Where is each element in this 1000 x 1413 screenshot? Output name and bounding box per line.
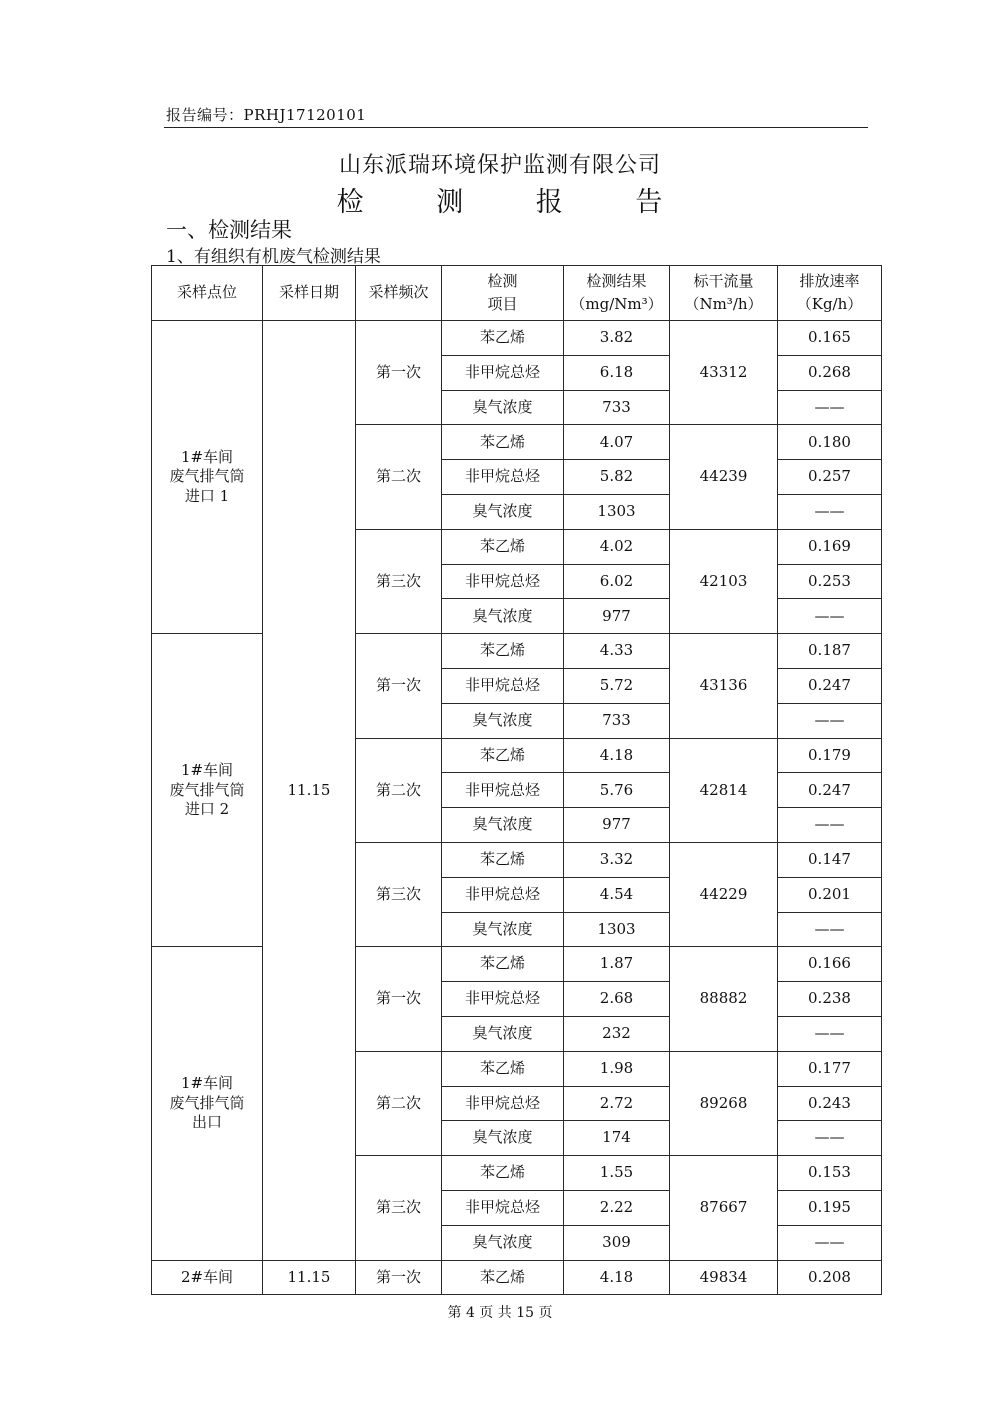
- result-cell: 4.54: [564, 877, 670, 912]
- document-title: 检 测 报 告: [336, 187, 664, 218]
- table-row: [152, 947, 882, 982]
- item-cell: 臭气浓度: [442, 494, 564, 529]
- flow-cell: 42103: [670, 529, 778, 633]
- rate-cell: 0.169: [778, 529, 882, 564]
- item-cell: 非甲烷总烃: [442, 773, 564, 808]
- frequency-cell: 第一次: [356, 634, 442, 738]
- item-cell: 苯乙烯: [442, 738, 564, 773]
- table-row: [152, 321, 882, 356]
- item-cell: 臭气浓度: [442, 1121, 564, 1156]
- flow-cell: 49834: [670, 1260, 778, 1295]
- site-cell: 2#车间: [152, 1260, 263, 1295]
- frequency-cell: 第一次: [356, 1260, 442, 1295]
- flow-cell: 42814: [670, 738, 778, 842]
- rate-cell: 0.147: [778, 842, 882, 877]
- flow-cell: 87667: [670, 1156, 778, 1260]
- result-cell: 2.22: [564, 1190, 670, 1225]
- rate-cell: 0.247: [778, 668, 882, 703]
- flow-cell: 44229: [670, 842, 778, 946]
- result-cell: 1.87: [564, 947, 670, 982]
- date-cell: 11.15: [263, 1260, 356, 1295]
- result-cell: 1303: [564, 494, 670, 529]
- site-cell: 1#车间 废气排气筒 进口 1: [152, 321, 263, 634]
- item-cell: 非甲烷总烃: [442, 982, 564, 1017]
- frequency-cell: 第二次: [356, 738, 442, 842]
- frequency-cell: 第三次: [356, 1156, 442, 1260]
- flow-cell: 43312: [670, 321, 778, 425]
- rate-cell: 0.177: [778, 1051, 882, 1086]
- flow-cell: 88882: [670, 947, 778, 1051]
- rate-cell: 0.253: [778, 564, 882, 599]
- rate-cell: ——: [778, 599, 882, 634]
- frequency-cell: 第一次: [356, 321, 442, 425]
- result-cell: 309: [564, 1225, 670, 1260]
- header-divider: [164, 127, 868, 128]
- item-cell: 苯乙烯: [442, 321, 564, 356]
- item-cell: 苯乙烯: [442, 425, 564, 460]
- site-cell: 1#车间 废气排气筒 出口: [152, 947, 263, 1260]
- item-cell: 臭气浓度: [442, 390, 564, 425]
- rate-cell: 0.153: [778, 1156, 882, 1191]
- flow-cell: 44239: [670, 425, 778, 529]
- item-cell: 臭气浓度: [442, 912, 564, 947]
- result-cell: 232: [564, 1016, 670, 1051]
- rate-cell: ——: [778, 912, 882, 947]
- rate-cell: ——: [778, 1121, 882, 1156]
- item-cell: 苯乙烯: [442, 1051, 564, 1086]
- item-cell: 臭气浓度: [442, 808, 564, 843]
- result-cell: 6.18: [564, 355, 670, 390]
- site-cell: 1#车间 废气排气筒 进口 2: [152, 634, 263, 947]
- result-cell: 5.72: [564, 668, 670, 703]
- frequency-cell: 第二次: [356, 425, 442, 529]
- result-cell: 174: [564, 1121, 670, 1156]
- result-cell: 1.55: [564, 1156, 670, 1191]
- rate-cell: 0.247: [778, 773, 882, 808]
- result-cell: 4.18: [564, 738, 670, 773]
- header-rate: 排放速率 （Kg/h）: [778, 266, 882, 321]
- result-cell: 4.18: [564, 1260, 670, 1295]
- rate-cell: ——: [778, 1016, 882, 1051]
- item-cell: 苯乙烯: [442, 634, 564, 669]
- header-site: 采样点位: [152, 266, 263, 321]
- result-cell: 5.82: [564, 460, 670, 495]
- table-header-row: [152, 266, 882, 321]
- result-cell: 733: [564, 703, 670, 738]
- item-cell: 非甲烷总烃: [442, 355, 564, 390]
- result-cell: 2.68: [564, 982, 670, 1017]
- section-title: 一、检测结果: [166, 218, 292, 242]
- rate-cell: ——: [778, 390, 882, 425]
- result-cell: 733: [564, 390, 670, 425]
- item-cell: 苯乙烯: [442, 1260, 564, 1295]
- rate-cell: 0.201: [778, 877, 882, 912]
- rate-cell: 0.268: [778, 355, 882, 390]
- rate-cell: 0.180: [778, 425, 882, 460]
- item-cell: 臭气浓度: [442, 703, 564, 738]
- table-row: [152, 634, 882, 669]
- item-cell: 苯乙烯: [442, 1156, 564, 1191]
- header-item: 检测 项目: [442, 266, 564, 321]
- item-cell: 臭气浓度: [442, 1016, 564, 1051]
- frequency-cell: 第一次: [356, 947, 442, 1051]
- rate-cell: 0.257: [778, 460, 882, 495]
- results-table: [151, 265, 882, 1295]
- rate-cell: 0.165: [778, 321, 882, 356]
- result-cell: 2.72: [564, 1086, 670, 1121]
- item-cell: 非甲烷总烃: [442, 460, 564, 495]
- rate-cell: 0.208: [778, 1260, 882, 1295]
- rate-cell: 0.243: [778, 1086, 882, 1121]
- subsection-title: 1、有组织有机废气检测结果: [166, 247, 381, 267]
- result-cell: 5.76: [564, 773, 670, 808]
- item-cell: 臭气浓度: [442, 599, 564, 634]
- table-body: [152, 321, 882, 1295]
- item-cell: 苯乙烯: [442, 842, 564, 877]
- date-cell: 11.15: [263, 321, 356, 1261]
- result-cell: 977: [564, 808, 670, 843]
- result-cell: 3.32: [564, 842, 670, 877]
- result-cell: 4.07: [564, 425, 670, 460]
- result-cell: 4.33: [564, 634, 670, 669]
- rate-cell: 0.166: [778, 947, 882, 982]
- company-name: 山东派瑞环境保护监测有限公司: [338, 153, 661, 178]
- result-cell: 3.82: [564, 321, 670, 356]
- item-cell: 非甲烷总烃: [442, 564, 564, 599]
- rate-cell: 0.179: [778, 738, 882, 773]
- rate-cell: ——: [778, 1225, 882, 1260]
- rate-cell: 0.195: [778, 1190, 882, 1225]
- result-cell: 4.02: [564, 529, 670, 564]
- rate-cell: ——: [778, 808, 882, 843]
- header-date: 采样日期: [263, 266, 356, 321]
- item-cell: 非甲烷总烃: [442, 877, 564, 912]
- rate-cell: 0.238: [778, 982, 882, 1017]
- header-flow: 标干流量 （Nm³/h）: [670, 266, 778, 321]
- result-cell: 1303: [564, 912, 670, 947]
- item-cell: 非甲烷总烃: [442, 1086, 564, 1121]
- frequency-cell: 第二次: [356, 1051, 442, 1155]
- flow-cell: 43136: [670, 634, 778, 738]
- report-number: 报告编号：PRHJ17120101: [166, 106, 367, 124]
- table-row: [152, 1260, 882, 1295]
- item-cell: 非甲烷总烃: [442, 1190, 564, 1225]
- rate-cell: ——: [778, 494, 882, 529]
- rate-cell: ——: [778, 703, 882, 738]
- page-footer: 第 4 页 共 15 页: [447, 1305, 553, 1321]
- header-result: 检测结果 （mg/Nm³）: [564, 266, 670, 321]
- flow-cell: 89268: [670, 1051, 778, 1155]
- header-frequency: 采样频次: [356, 266, 442, 321]
- result-cell: 1.98: [564, 1051, 670, 1086]
- frequency-cell: 第三次: [356, 529, 442, 633]
- item-cell: 苯乙烯: [442, 947, 564, 982]
- item-cell: 苯乙烯: [442, 529, 564, 564]
- result-cell: 6.02: [564, 564, 670, 599]
- rate-cell: 0.187: [778, 634, 882, 669]
- result-cell: 977: [564, 599, 670, 634]
- frequency-cell: 第三次: [356, 842, 442, 946]
- item-cell: 臭气浓度: [442, 1225, 564, 1260]
- item-cell: 非甲烷总烃: [442, 668, 564, 703]
